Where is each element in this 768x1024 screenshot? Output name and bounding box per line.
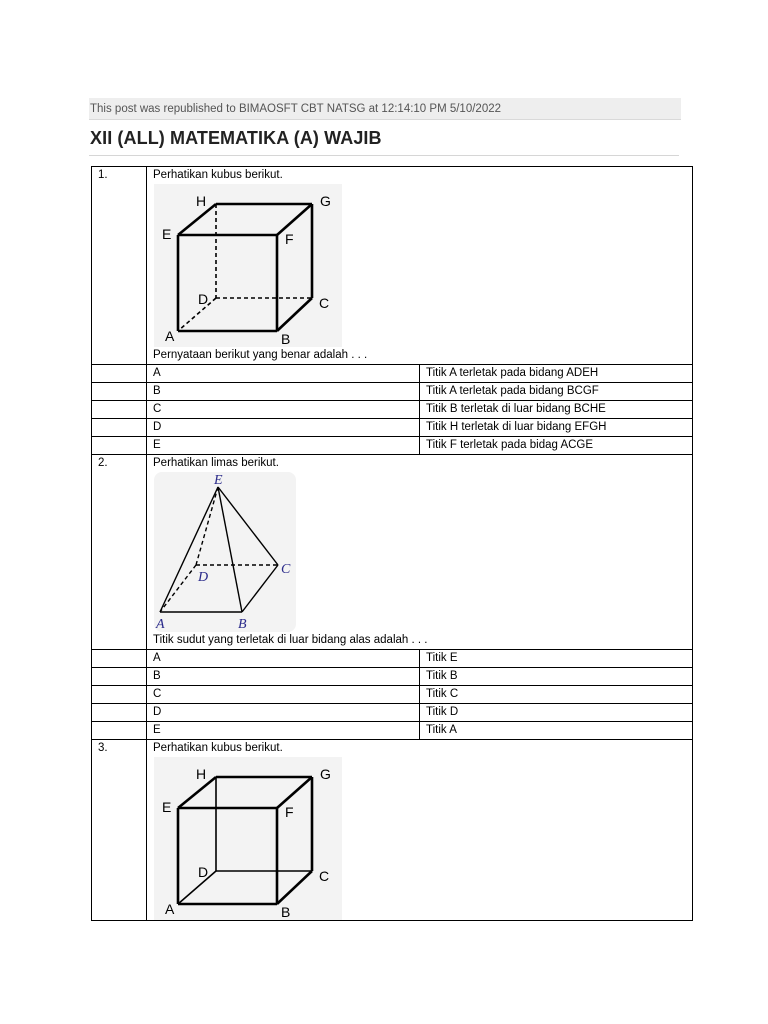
option-text: Titik A terletak pada bidang ADEH <box>420 365 693 383</box>
option-spacer <box>92 437 147 455</box>
option-row <box>92 722 693 740</box>
option-spacer <box>92 686 147 704</box>
option-label: D <box>147 419 420 437</box>
page-title: XII (ALL) MATEMATIKA (A) WAJIB <box>90 128 382 148</box>
option-row <box>92 401 693 419</box>
question-3-row <box>92 740 693 921</box>
question-prompt: Titik sudut yang terletak di luar bidang alas adalah . . . <box>153 634 428 646</box>
vertex-label-e: E <box>162 799 172 815</box>
option-text: Titik A terletak pada bidang BCGF <box>420 383 693 401</box>
vertex-label-f: F <box>285 804 294 820</box>
question-1-row <box>92 167 693 365</box>
question-number: 1. <box>92 167 147 365</box>
vertex-label-c: C <box>319 295 330 311</box>
vertex-label-c: C <box>319 868 330 884</box>
vertex-label-g: G <box>320 193 331 209</box>
option-label: B <box>147 668 420 686</box>
option-spacer <box>92 401 147 419</box>
option-spacer <box>92 722 147 740</box>
vertex-label-h: H <box>196 766 207 782</box>
question-2-row <box>92 455 693 650</box>
cube-figure <box>154 757 342 920</box>
option-label: D <box>147 704 420 722</box>
vertex-label-d: D <box>198 291 209 307</box>
cube-figure <box>154 184 342 347</box>
option-label: E <box>147 722 420 740</box>
vertex-label-b: B <box>238 617 247 632</box>
option-label: B <box>147 383 420 401</box>
option-label: E <box>147 437 420 455</box>
option-text: Titik B terletak di luar bidang BCHE <box>420 401 693 419</box>
vertex-label-d: D <box>198 864 209 880</box>
option-spacer <box>92 650 147 668</box>
option-row <box>92 704 693 722</box>
vertex-label-b: B <box>281 904 291 920</box>
option-text: Titik A <box>420 722 693 740</box>
option-spacer <box>92 383 147 401</box>
title-divider <box>89 155 679 156</box>
question-prompt: Pernyataan berikut yang benar adalah . . . <box>153 349 368 361</box>
pyramid-figure <box>154 472 296 632</box>
question-body <box>147 455 693 650</box>
question-body <box>147 167 693 365</box>
option-label: C <box>147 401 420 419</box>
republish-banner: This post was republished to BIMAOSFT CBT NATSG at 12:14:10 PM 5/10/2022 <box>89 98 681 120</box>
vertex-label-h: H <box>196 193 207 209</box>
option-row <box>92 668 693 686</box>
vertex-label-a: A <box>165 901 175 917</box>
question-body <box>147 740 693 921</box>
option-label: A <box>147 650 420 668</box>
question-intro: Perhatikan kubus berikut. <box>153 169 283 181</box>
vertex-label-e: E <box>162 226 172 242</box>
option-spacer <box>92 419 147 437</box>
option-label: C <box>147 686 420 704</box>
option-spacer <box>92 365 147 383</box>
vertex-label-c: C <box>281 562 291 577</box>
vertex-label-f: F <box>285 231 294 247</box>
option-text: Titik B <box>420 668 693 686</box>
option-text: Titik D <box>420 704 693 722</box>
option-row <box>92 383 693 401</box>
option-label: A <box>147 365 420 383</box>
option-spacer <box>92 704 147 722</box>
option-text: Titik C <box>420 686 693 704</box>
vertex-label-g: G <box>320 766 331 782</box>
vertex-label-d: D <box>198 570 209 585</box>
vertex-label-b: B <box>281 331 291 347</box>
option-text: Titik F terletak pada bidag ACGE <box>420 437 693 455</box>
option-row <box>92 437 693 455</box>
option-row <box>92 365 693 383</box>
question-number: 2. <box>92 455 147 650</box>
option-text: Titik H terletak di luar bidang EFGH <box>420 419 693 437</box>
vertex-label-a: A <box>165 328 175 344</box>
option-row <box>92 419 693 437</box>
vertex-label-e: E <box>214 473 223 488</box>
question-intro: Perhatikan kubus berikut. <box>153 742 283 754</box>
option-row <box>92 686 693 704</box>
option-spacer <box>92 668 147 686</box>
question-number: 3. <box>92 740 147 921</box>
option-row <box>92 650 693 668</box>
question-intro: Perhatikan limas berikut. <box>153 457 279 469</box>
option-text: Titik E <box>420 650 693 668</box>
question-table <box>91 166 693 921</box>
vertex-label-a: A <box>156 617 165 632</box>
